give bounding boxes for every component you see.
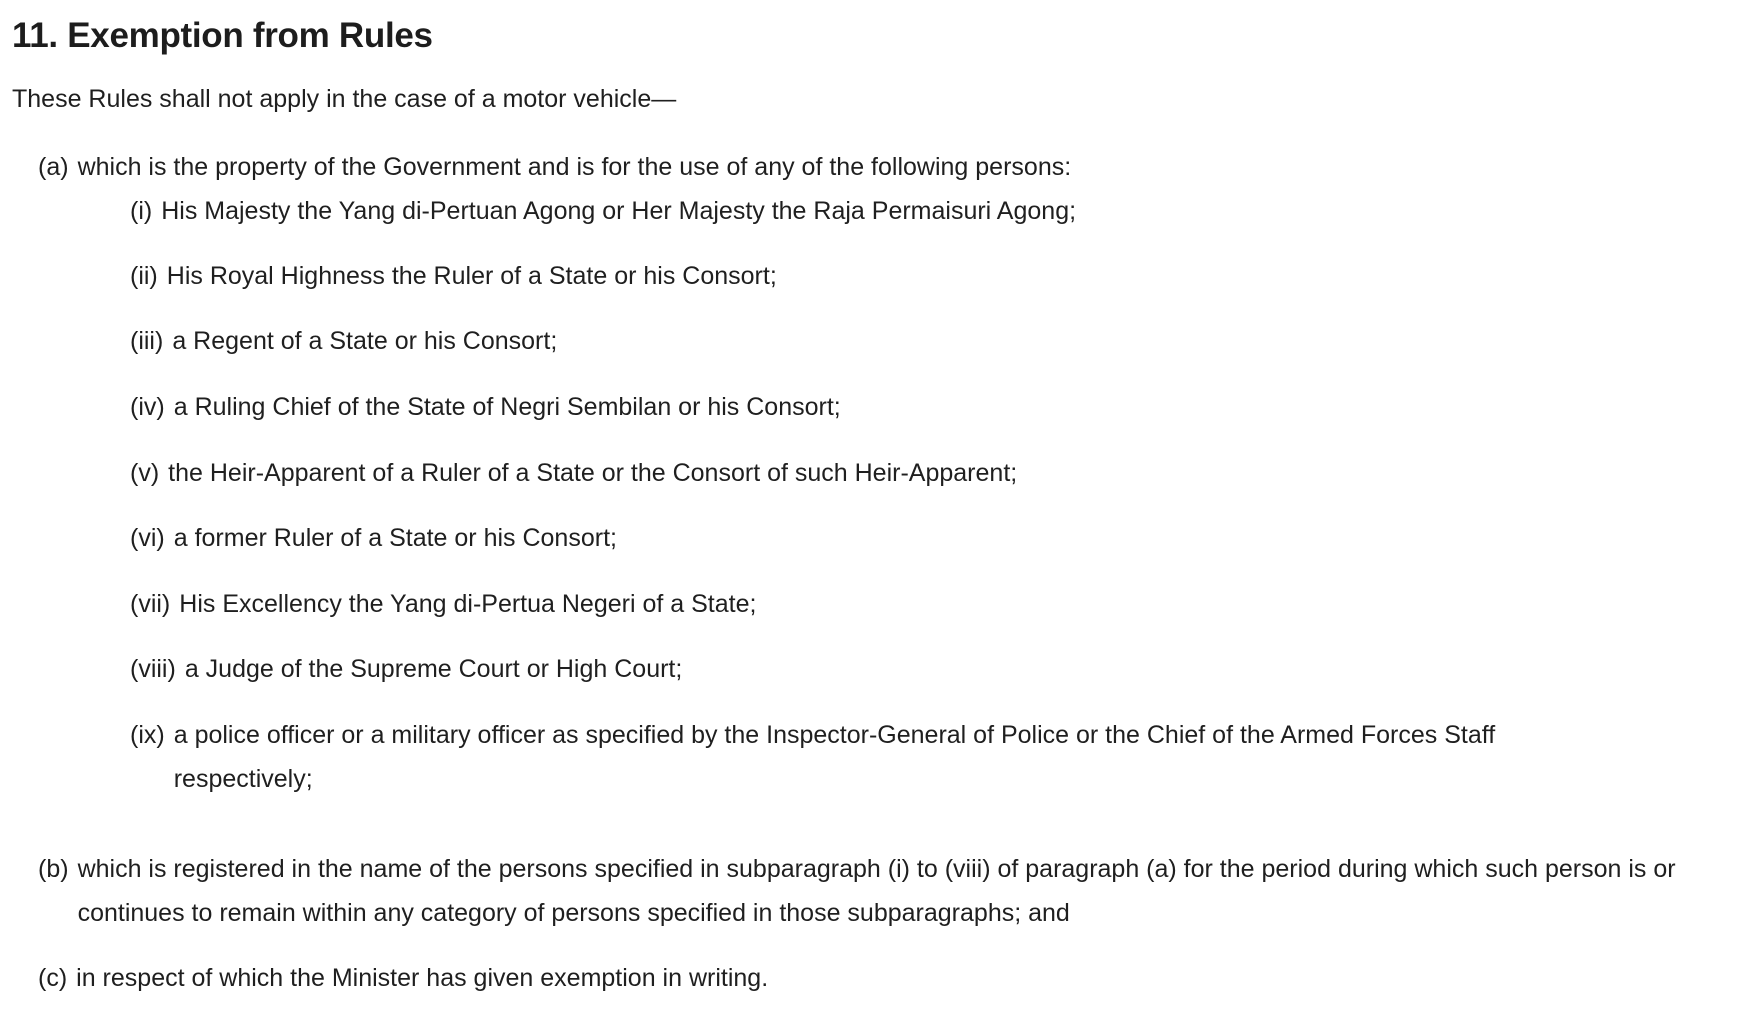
paragraph-b-text: which is registered in the name of the persons specified in subparagraph (i) to (viii) of paragraph (a) for the period during which such person is or continues to remain within any category of persons specified in those subparagraphs; and (77, 855, 1676, 927)
paragraph-c (38, 956, 1738, 1000)
subparagraph-text: a former Ruler of a State or his Consort; (173, 524, 617, 552)
subparagraph-text: the Heir-Apparent of a Ruler of a State or the Consort of such Heir-Apparent; (168, 459, 1018, 487)
paragraph-c-text: in respect of which the Minister has given exemption in writing. (76, 964, 769, 992)
subparagraph-text: His Majesty the Yang di-Pertuan Agong or Her Majesty the Raja Permaisuri Agong; (161, 197, 1077, 225)
subparagraph-text: a Regent of a State or his Consort; (172, 327, 558, 355)
section-heading: 11. Exemption from Rules (12, 16, 433, 55)
subparagraph-v (130, 451, 1630, 495)
subparagraph-ix (130, 713, 1610, 801)
subparagraph-marker: (vi) (130, 524, 165, 552)
paragraph-b-marker: (b) (38, 855, 69, 883)
subparagraph-vi (130, 516, 1630, 560)
subparagraph-marker: (vii) (130, 590, 171, 618)
subparagraph-marker: (i) (130, 197, 153, 225)
subparagraph-marker: (ix) (130, 721, 165, 749)
subparagraph-vii (130, 582, 1630, 626)
paragraph-c-marker: (c) (38, 964, 68, 992)
subparagraph-text: a Judge of the Supreme Court or High Court; (184, 655, 683, 683)
subparagraph-iv (130, 385, 1630, 429)
section-intro: These Rules shall not apply in the case of a motor vehicle— (12, 85, 677, 113)
subparagraph-marker: (ii) (130, 262, 158, 290)
subparagraph-iii (130, 319, 1630, 363)
paragraph-b (38, 847, 1754, 935)
paragraph-a-text: which is the property of the Government and is for the use of any of the following persons: (77, 153, 1072, 181)
subparagraph-viii (130, 647, 1630, 691)
paragraph-a-marker: (a) (38, 153, 69, 181)
subparagraph-text: a police officer or a military officer as specified by the Inspector-General of Police or the Chief of the Armed Forces Staff respectively; (173, 721, 1496, 793)
subparagraph-marker: (viii) (130, 655, 176, 683)
subparagraph-marker: (v) (130, 459, 160, 487)
subparagraph-text: His Excellency the Yang di-Pertua Negeri of a State; (179, 590, 757, 618)
subparagraph-ii (130, 254, 1630, 298)
subparagraph-text: His Royal Highness the Ruler of a State or his Consort; (166, 262, 777, 290)
paragraph-a (38, 145, 1738, 189)
subparagraph-text: a Ruling Chief of the State of Negri Sembilan or his Consort; (173, 393, 841, 421)
subparagraph-marker: (iii) (130, 327, 164, 355)
subparagraph-marker: (iv) (130, 393, 165, 421)
subparagraph-i (130, 189, 1630, 233)
